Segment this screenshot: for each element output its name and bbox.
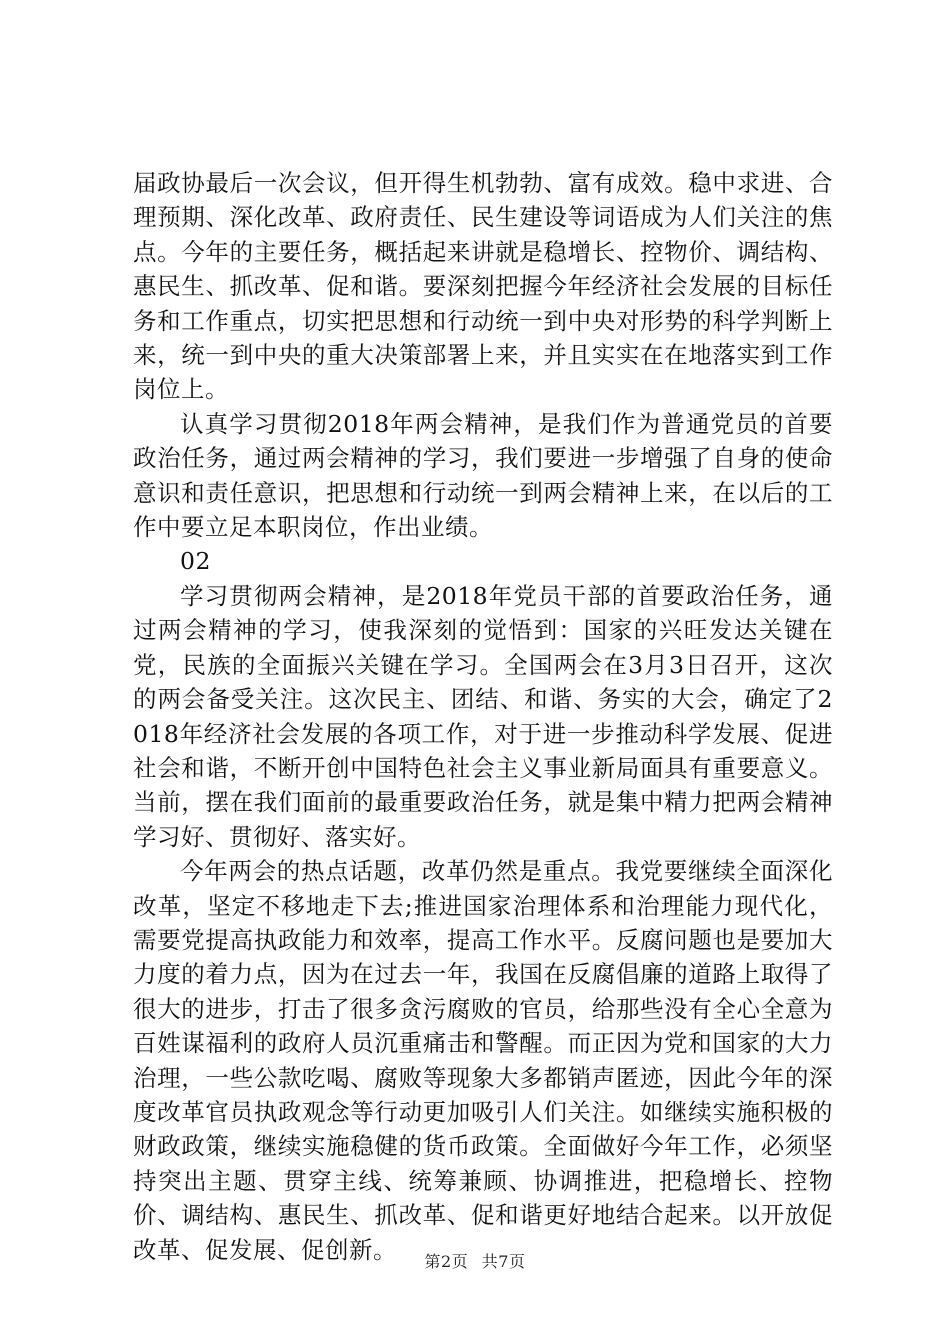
document-body <box>133 166 833 1267</box>
page-number: 第2页 <box>424 1252 469 1271</box>
page-total: 共7页 <box>481 1252 526 1271</box>
paragraph-3: 学习贯彻两会精神，是2018年党员干部的首要政治任务，通过两会精神的学习，使我深刻的觉悟到：国家的兴旺发达关键在党，民族的全面振兴关键在学习。全国两会在3月3日召开，这次的两会备受关注。这次民主、团结、和谐、务实的大会，确定了2018年经济社会发展的各项工作，对于进一步推动科学发展、促进社会和谐，不断开创中国特色社会主义事业新局面具有重要意义。当前，摆在我们面前的最重要政治任务，就是集中精力把两会精神学习好、贯彻好、落实好。 <box>133 581 833 851</box>
page-footer <box>0 1249 950 1272</box>
paragraph-4: 今年两会的热点话题，改革仍然是重点。我党要继续全面深化改革，坚定不移地走下去;推进国家治理体系和治理能力现代化，需要党提高执政能力和效率，提高工作水平。反腐问题也是要加大力度的着力点，因为在过去一年，我国在反腐倡廉的道路上取得了很大的进步，打击了很多贪污腐败的官员，给那些没有全心全意为百姓谋福利的政府人员沉重痛击和警醒。而正因为党和国家的大力治理，一些公款吃喝、腐败等现象大多都销声匿迹，因此今年的深度改革官员执政观念等行动更加吸引人们关注。如继续实施积极的财政政策，继续实施稳健的货币政策。全面做好今年工作，必须坚持突出主题、贯穿主线、统筹兼顾、协调推进，把稳增长、控物价、调结构、惠民生、抓改革、促和谐更好地结合起来。以开放促改革、促发展、促创新。 <box>133 857 833 1264</box>
section-number: 02 <box>180 547 211 576</box>
paragraph-2: 认真学习贯彻2018年两会精神，是我们作为普通党员的首要政治任务，通过两会精神的学习，我们要进一步增强了自身的使命意识和责任意识，把思想和行动统一到两会精神上来，在以后的工作中要立足本职岗位，作出业绩。 <box>133 409 833 542</box>
paragraph-1: 届政协最后一次会议，但开得生机勃勃、富有成效。稳中求进、合理预期、深化改革、政府责任、民生建设等词语成为人们关注的焦点。今年的主要任务，概括起来讲就是稳增长、控物价、调结构、惠民生、抓改革、促和谐。要深刻把握今年经济社会发展的目标任务和工作重点，切实把思想和行动统一到中央对形势的科学判断上来，统一到中央的重大决策部署上来，并且实实在在地落实到工作岗位上。 <box>133 169 833 404</box>
